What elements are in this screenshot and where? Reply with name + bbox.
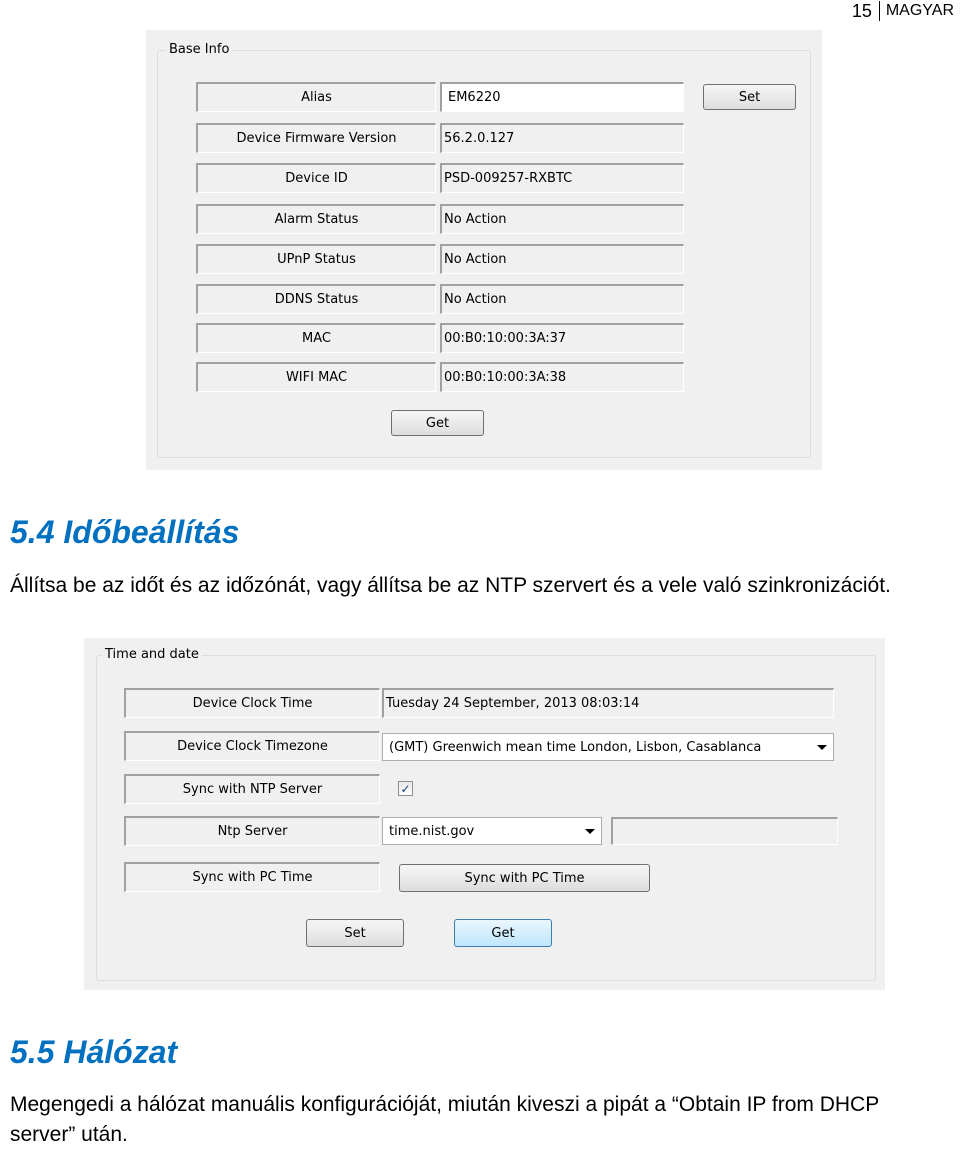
- time-date-title: Time and date: [102, 647, 202, 663]
- timezone-select-value: (GMT) Greenwich mean time London, Lisbon, Casablanca: [389, 739, 762, 755]
- section-5-5-text: Megengedi a hálózat manuális konfigurációját, miután kiveszi a pipát a “Obtain IP from DHCP server” után.: [10, 1093, 879, 1146]
- clock-time-label: Device Clock Time: [124, 688, 380, 718]
- sync-ntp-checkbox[interactable]: ✓: [398, 781, 413, 796]
- ntp-extra-field: [611, 817, 838, 845]
- alarm-status-label: Alarm Status: [196, 204, 436, 234]
- time-get-button[interactable]: Get: [454, 919, 552, 947]
- ntp-server-select[interactable]: [382, 817, 602, 845]
- alias-set-button[interactable]: Set: [703, 84, 796, 110]
- wifi-mac-label: WIFI MAC: [196, 362, 436, 392]
- section-5-5-heading: 5.5 Hálózat: [10, 1034, 178, 1070]
- ddns-status-label: DDNS Status: [196, 284, 436, 314]
- timezone-label: Device Clock Timezone: [124, 731, 380, 761]
- base-info-panel: [146, 30, 822, 470]
- mac-value: 00:B0:10:00:3A:37: [440, 323, 684, 353]
- alias-label: Alias: [196, 82, 436, 112]
- chevron-down-icon: [585, 829, 595, 834]
- sync-pc-button[interactable]: Sync with PC Time: [399, 864, 650, 892]
- base-info-title: Base Info: [166, 42, 232, 58]
- base-info-get-button[interactable]: Get: [391, 410, 484, 436]
- time-set-button[interactable]: Set: [306, 919, 404, 947]
- mac-label: MAC: [196, 323, 436, 353]
- firmware-label: Device Firmware Version: [196, 123, 436, 153]
- firmware-value: 56.2.0.127: [440, 123, 684, 153]
- section-5-4-heading: 5.4 Időbeállítás: [10, 514, 240, 550]
- page-language: MAGYAR: [885, 2, 954, 19]
- page-number: 15: [852, 1, 880, 21]
- ntp-server-select-value: time.nist.gov: [389, 823, 475, 839]
- wifi-mac-value: 00:B0:10:00:3A:38: [440, 362, 684, 392]
- device-id-value: PSD-009257-RXBTC: [440, 163, 684, 193]
- sync-ntp-label: Sync with NTP Server: [124, 774, 380, 804]
- alias-input[interactable]: EM6220: [440, 82, 684, 112]
- section-5-4-text: Állítsa be az időt és az időzónát, vagy állítsa be az NTP szervert és a vele való szinkronizációt.: [10, 574, 891, 597]
- sync-pc-label: Sync with PC Time: [124, 862, 380, 892]
- clock-time-value: Tuesday 24 September, 2013 08:03:14: [382, 688, 834, 718]
- chevron-down-icon: [817, 745, 827, 750]
- device-id-label: Device ID: [196, 163, 436, 193]
- upnp-status-value: No Action: [440, 244, 684, 274]
- upnp-status-label: UPnP Status: [196, 244, 436, 274]
- timezone-select[interactable]: [382, 733, 834, 761]
- time-date-panel: [84, 638, 885, 990]
- ddns-status-value: No Action: [440, 284, 684, 314]
- page-header: [852, 0, 954, 22]
- ntp-server-label: Ntp Server: [124, 816, 380, 846]
- alarm-status-value: No Action: [440, 204, 684, 234]
